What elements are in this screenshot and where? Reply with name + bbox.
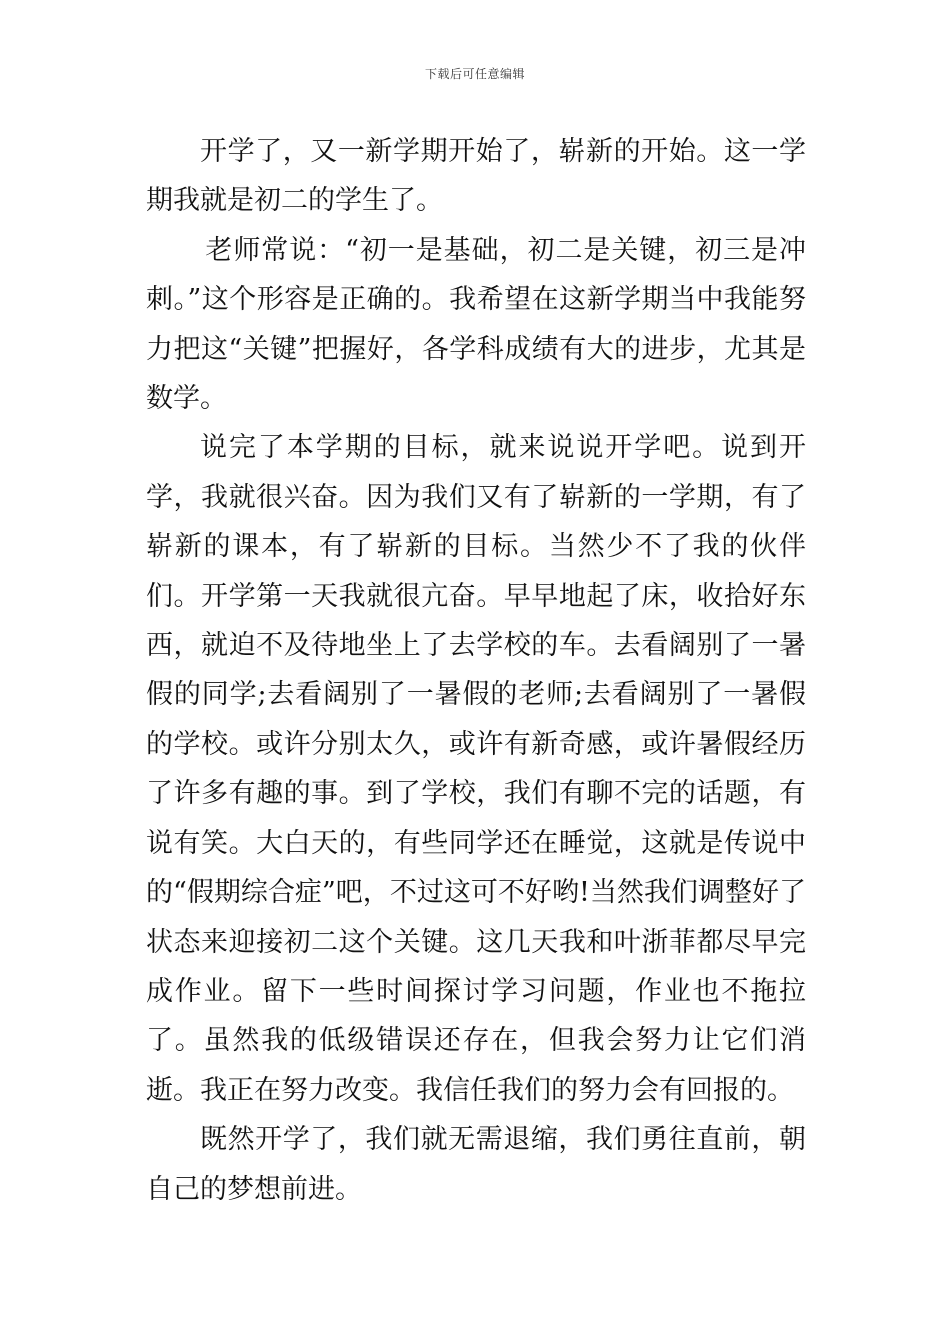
paragraph-conclusion: 既然开学了，我们就无需退缩，我们勇往直前，朝自己的梦想前进。 [146, 1124, 806, 1205]
article-body [146, 127, 806, 1214]
paragraph-intro: 开学了，又一新学期开始了，崭新的开始。这一学期我就是初二的学生了。 [146, 136, 806, 217]
paragraph-school-start: 说完了本学期的目标，就来说说开学吧。说到开学，我就很兴奋。因为我们又有了崭新的一学期，有了崭新的课本，有了崭新的目标。当然少不了我的伙伴们。开学第一天我就很亢奋。早早地起了床，收拾好东西，就迫不及待地坐上了去学校的车。去看阔别了一暑假的同学;去看阔别了一暑假的老师;去看阔别了一暑假的学校。或许分别太久，或许有新奇感，或许暑假经历了许多有趣的事。到了学校，我们有聊不完的话题，有说有笑。大白天的，有些同学还在睡觉，这就是传说中的“假期综合症”吧，不过这可不好哟!当然我们调整好了状态来迎接初二这个关键。这几天我和叶浙菲都尽早完成作业。留下一些时间探讨学习问题，作业也不拖拉了。虽然我的低级错误还存在，但我会努力让它们消逝。我正在努力改变。我信任我们的努力会有回报的。 [146, 432, 806, 1106]
header-note: 下载后可任意编辑 [424, 67, 525, 81]
paragraph-teacher-quote: 老师常说：“初一是基础，初二是关键，初三是冲刺。”这个形容是正确的。我希望在这新学期当中我能努力把这“关键”把握好，各学科成绩有大的进步，尤其是数学。 [146, 234, 806, 415]
